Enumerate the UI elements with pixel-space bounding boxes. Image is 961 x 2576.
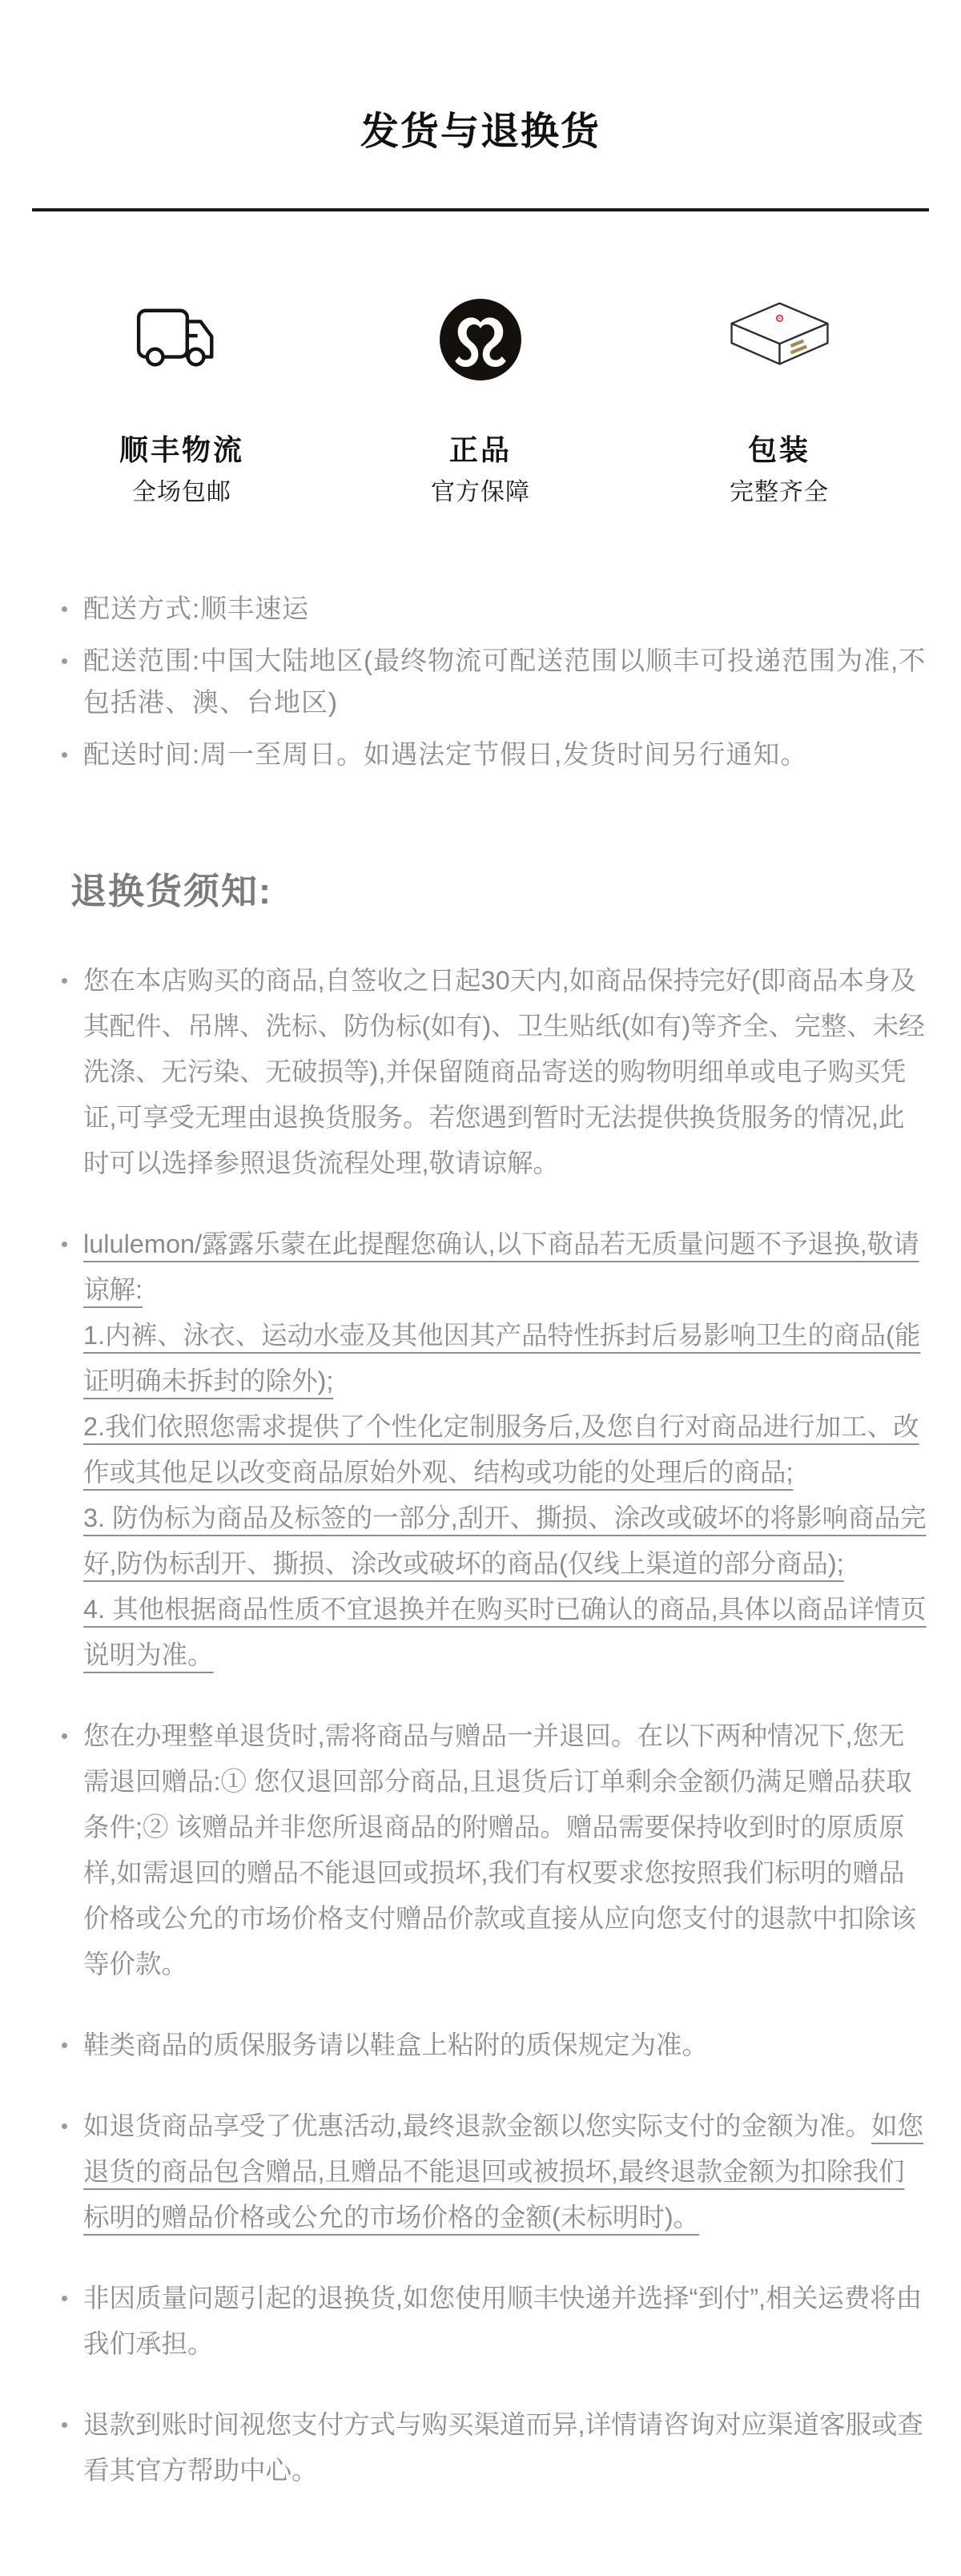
- returns-note-item: [83, 2402, 929, 2493]
- returns-note-line: 4. 其他根据商品性质不宜退换并在购买时已确认的商品,具体以商品详情页说明为准。: [83, 1595, 927, 1669]
- bullet-dot: [62, 752, 67, 758]
- bullet-dot: [62, 606, 67, 612]
- feature-packaging: [630, 295, 929, 505]
- returns-note-item: [83, 1713, 929, 1987]
- returns-note-text: 非因质量问题引起的退换货,如您使用顺丰快递并选择“到付”,相关运费将由我们承担。: [83, 2284, 923, 2358]
- bullet-dot: [62, 1733, 67, 1739]
- bullet-dot: [62, 2123, 67, 2129]
- returns-note-line: 2.我们依照您需求提供了个性化定制服务后,及您自行对商品进行加工、改作或其他足以改变商品原始外观、结构或功能的处理后的商品;: [83, 1412, 919, 1487]
- package-box-icon: [723, 299, 836, 381]
- package-box-icon-box: [630, 295, 929, 384]
- divider: [32, 208, 929, 211]
- returns-note-text: 退款到账时间视您支付方式与购买渠道而异,详情请咨询对应渠道客服或查看其官方帮助中心。: [83, 2410, 924, 2485]
- returns-section-heading: 退换货须知:: [70, 871, 272, 912]
- returns-note-line: 3. 防伪标为商品及标签的一部分,刮开、撕损、涂改或破坏的将影响商品完好,防伪标刮开、撕损、涂改或破坏的商品(仅线上渠道的部分商品);: [83, 1503, 927, 1578]
- returns-note-item-excluded-goods: [83, 1222, 929, 1678]
- returns-note-line: 1.内裤、泳衣、运动水壶及其他因其产品特性拆封后易影响卫生的商品(能证明确未拆封的除外);: [83, 1321, 921, 1395]
- feature-subtitle: 官方保障: [431, 479, 530, 505]
- features-row: [0, 295, 961, 505]
- returns-note-item: [83, 958, 929, 1186]
- returns-note-item: [83, 2276, 929, 2367]
- returns-note-text: 如退货商品享受了优惠活动,最终退款金额以您实际支付的金额为准。: [83, 2111, 872, 2140]
- bullet-dot: [62, 2422, 67, 2428]
- lululemon-logo-box: [332, 295, 630, 384]
- truck-icon: [135, 300, 229, 379]
- returns-note-item: [83, 2023, 929, 2068]
- feature-authentic: [332, 295, 630, 505]
- shipping-note-text: 配送时间:周一至周日。如遇法定节假日,发货时间另行通知。: [83, 739, 808, 769]
- bullet-dot: [62, 2043, 67, 2048]
- lululemon-logo-icon: [438, 297, 523, 382]
- feature-title: 包装: [747, 433, 810, 466]
- bullet-dot: [62, 2296, 67, 2301]
- bullet-dot: [62, 978, 67, 984]
- feature-subtitle: 完整齐全: [730, 479, 829, 505]
- returns-note-text: 鞋类商品的质保服务请以鞋盒上粘附的质保规定为准。: [83, 2031, 709, 2059]
- returns-note-text: 您在本店购买的商品,自签收之日起30天内,如商品保持完好(即商品本身及其配件、吊牌、洗标、防伪标(如有)、卫生贴纸(如有)等齐全、完整、未经洗涤、无污染、无破损等),并保留随商品寄送的购物明细单或电子购买凭证,可享受无理由退换货服务。若您遇到暂时无法提供换货服务的情况,此时可以选择参照退货流程处理,敬请谅解。: [83, 966, 925, 1177]
- page-title: 发货与退换货: [360, 111, 601, 153]
- shipping-notes-list: [0, 588, 961, 775]
- returns-note-item: [83, 2103, 929, 2240]
- feature-title: 正品: [448, 433, 512, 466]
- truck-icon-box: [33, 295, 332, 384]
- feature-shunfeng-logistics: [33, 295, 332, 505]
- returns-notes-list: [0, 958, 961, 2493]
- shipping-note-text: 配送方式:顺丰速运: [83, 594, 310, 623]
- shipping-note-text: 配送范围:中国大陆地区(最终物流可配送范围以顺丰可投递范围为准,不包括港、澳、台地区): [83, 646, 927, 717]
- shipping-note-item: [83, 640, 929, 723]
- shipping-note-item: [83, 734, 929, 775]
- returns-note-text-underlined: 如您退货的商品包含赠品,且赠品不能退回或被损坏,最终退款金额为扣除我们标明的赠品价格或公允的市场价格的金额(未标明时)。: [83, 2111, 924, 2232]
- returns-note-text: 您在办理整单退货时,需将商品与赠品一并退回。在以下两种情况下,您无需退回赠品:① 您仅退回部分商品,且退货后订单剩余金额仍满足赠品获取条件;② 该赠品并非您所退商品的附赠品。赠品需要保持收到时的原质原样,如需退回的赠品不能退回或损坏,我们有权要求您按照我们标明的赠品价格或公允的市场价格支付赠品价款或直接从应向您支付的退款中扣除该等价款。: [83, 1721, 917, 1978]
- shipping-note-item: [83, 588, 929, 630]
- returns-note-line: lululemon/露露乐蒙在此提醒您确认,以下商品若无质量问题不予退换,敬请谅解:: [83, 1230, 919, 1304]
- feature-subtitle: 全场包邮: [132, 479, 231, 505]
- bullet-dot: [62, 658, 67, 664]
- feature-title: 顺丰物流: [119, 433, 244, 466]
- bullet-dot: [62, 1242, 67, 1247]
